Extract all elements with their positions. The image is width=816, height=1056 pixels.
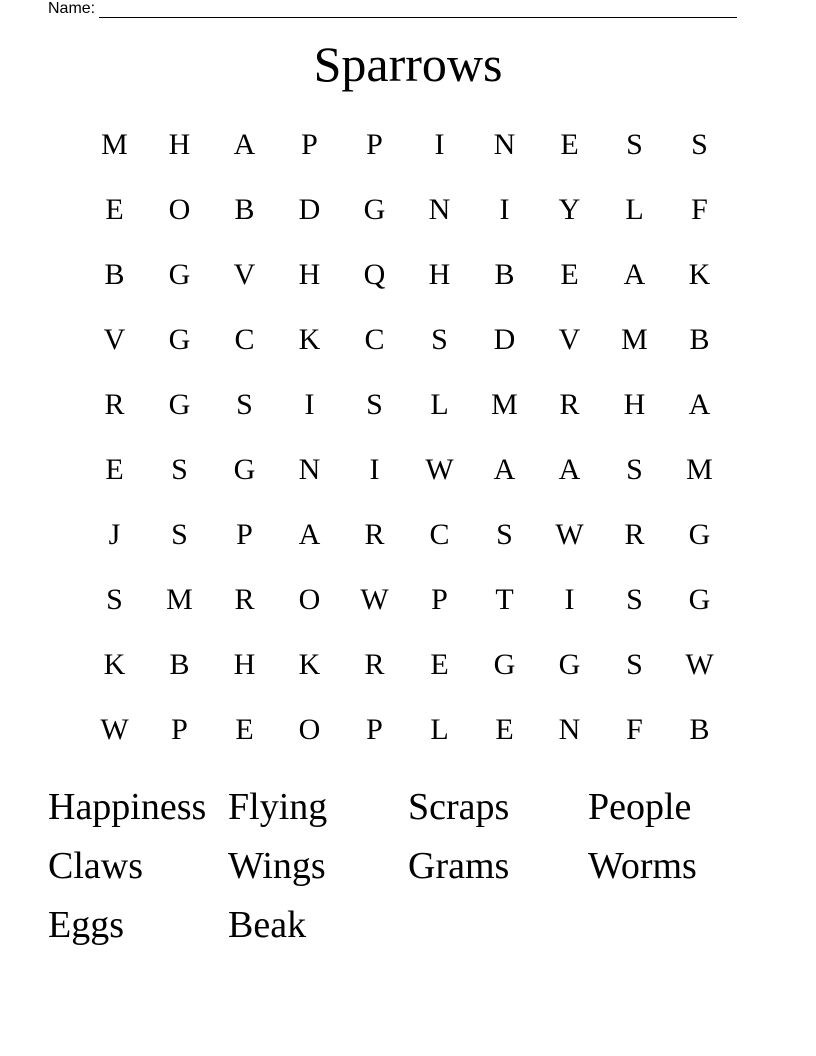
grid-letter: N	[428, 192, 451, 226]
grid-letter: H	[168, 127, 191, 161]
grid-letter: A	[493, 452, 516, 486]
grid-letter: S	[171, 452, 188, 486]
grid-row	[82, 177, 732, 242]
grid-letter: G	[168, 387, 191, 421]
word-bank-item: Wings	[228, 845, 326, 887]
grid-letter: B	[494, 257, 515, 291]
grid-letter: V	[103, 322, 126, 356]
grid-letter: P	[366, 127, 383, 161]
grid-letter: F	[626, 712, 643, 746]
word-bank-item: Eggs	[48, 904, 124, 946]
grid-letter: A	[623, 257, 646, 291]
grid-letter: R	[559, 387, 580, 421]
grid-letter: G	[558, 647, 581, 681]
grid-letter: F	[691, 192, 708, 226]
grid-letter: K	[103, 647, 126, 681]
grid-letter: V	[233, 257, 256, 291]
grid-letter: G	[363, 192, 386, 226]
grid-letter: W	[685, 647, 714, 681]
grid-letter: T	[495, 582, 514, 616]
name-underline	[99, 3, 737, 18]
grid-letter: O	[298, 582, 321, 616]
grid-letter: S	[236, 387, 253, 421]
grid-letter: C	[364, 322, 385, 356]
grid-letter: B	[689, 322, 710, 356]
grid-letter: G	[493, 647, 516, 681]
grid-letter: S	[171, 517, 188, 551]
grid-letter: A	[688, 387, 711, 421]
grid-letter: B	[689, 712, 710, 746]
grid-letter: E	[235, 712, 254, 746]
word-bank-item: People	[588, 786, 692, 828]
grid-letter: S	[431, 322, 448, 356]
grid-letter: D	[298, 192, 321, 226]
grid-letter: B	[169, 647, 190, 681]
grid-letter: S	[626, 452, 643, 486]
grid-letter: P	[171, 712, 188, 746]
name-field	[48, 0, 737, 18]
grid-letter: E	[430, 647, 449, 681]
grid-letter: M	[101, 127, 128, 161]
grid-letter: L	[430, 387, 449, 421]
grid-letter: H	[428, 257, 451, 291]
grid-letter: M	[166, 582, 193, 616]
grid-letter: W	[100, 712, 129, 746]
grid-letter: Q	[363, 257, 386, 291]
grid-letter: E	[495, 712, 514, 746]
word-bank-item: Worms	[588, 845, 697, 887]
grid-letter: I	[434, 127, 445, 161]
grid-letter: O	[168, 192, 191, 226]
grid-letter: E	[560, 127, 579, 161]
grid-letter: K	[298, 647, 321, 681]
grid-letter: P	[301, 127, 318, 161]
word-bank-item: Claws	[48, 845, 143, 887]
word-bank	[48, 782, 768, 959]
grid-letter: A	[558, 452, 581, 486]
grid-letter: C	[234, 322, 255, 356]
grid-letter: D	[493, 322, 516, 356]
grid-letter: M	[621, 322, 648, 356]
grid-letter: L	[430, 712, 449, 746]
grid-letter: W	[555, 517, 584, 551]
grid-letter: I	[564, 582, 575, 616]
grid-letter: M	[686, 452, 713, 486]
grid-letter: H	[233, 647, 256, 681]
grid-letter: S	[691, 127, 708, 161]
page-title: Sparrows	[313, 36, 503, 92]
grid-letter: I	[369, 452, 380, 486]
grid-letter: N	[558, 712, 581, 746]
grid-letter: K	[298, 322, 321, 356]
grid-letter: R	[234, 582, 255, 616]
grid-letter: E	[560, 257, 579, 291]
grid-letter: L	[625, 192, 644, 226]
grid-letter: S	[496, 517, 513, 551]
grid-letter: S	[366, 387, 383, 421]
grid-letter: K	[688, 257, 711, 291]
grid-row	[82, 697, 732, 762]
grid-row	[82, 437, 732, 502]
grid-row	[82, 632, 732, 697]
grid-letter: V	[558, 322, 581, 356]
grid-letter: G	[168, 322, 191, 356]
word-bank-item: Happiness	[48, 786, 207, 828]
grid-letter: B	[234, 192, 255, 226]
grid-letter: J	[108, 517, 121, 551]
grid-letter: P	[366, 712, 383, 746]
grid-letter: I	[499, 192, 510, 226]
grid-letter: M	[491, 387, 518, 421]
grid-letter: P	[431, 582, 448, 616]
word-bank-item: Scraps	[408, 786, 510, 828]
grid-letter: A	[298, 517, 321, 551]
grid-letter: N	[493, 127, 516, 161]
grid-letter: B	[104, 257, 125, 291]
name-label: Name:	[48, 0, 96, 17]
grid-row	[82, 372, 732, 437]
grid-letter: S	[626, 127, 643, 161]
grid-letter: S	[626, 647, 643, 681]
word-bank-item: Grams	[408, 845, 510, 887]
grid-letter: R	[364, 517, 385, 551]
grid-row	[82, 112, 732, 177]
grid-letter: W	[360, 582, 389, 616]
grid-letter: G	[233, 452, 256, 486]
grid-letter: E	[105, 452, 124, 486]
grid-letter: H	[298, 257, 321, 291]
grid-letter: I	[304, 387, 315, 421]
grid-letter: R	[364, 647, 385, 681]
grid-letter: G	[688, 517, 711, 551]
word-bank-item: Beak	[228, 904, 307, 946]
grid-letter: G	[688, 582, 711, 616]
grid-letter: R	[104, 387, 125, 421]
grid-letter: N	[298, 452, 321, 486]
word-search-grid	[82, 112, 732, 762]
grid-letter: Y	[558, 192, 581, 226]
grid-row	[82, 502, 732, 567]
grid-letter: H	[623, 387, 646, 421]
grid-letter: O	[298, 712, 321, 746]
grid-letter: C	[429, 517, 450, 551]
grid-letter: R	[624, 517, 645, 551]
grid-letter: E	[105, 192, 124, 226]
grid-letter: S	[626, 582, 643, 616]
grid-row	[82, 567, 732, 632]
grid-letter: A	[233, 127, 256, 161]
grid-letter: W	[425, 452, 454, 486]
grid-row	[82, 307, 732, 372]
grid-letter: S	[106, 582, 123, 616]
grid-row	[82, 242, 732, 307]
grid-letter: P	[236, 517, 253, 551]
word-bank-item: Flying	[228, 786, 328, 828]
grid-letter: G	[168, 257, 191, 291]
